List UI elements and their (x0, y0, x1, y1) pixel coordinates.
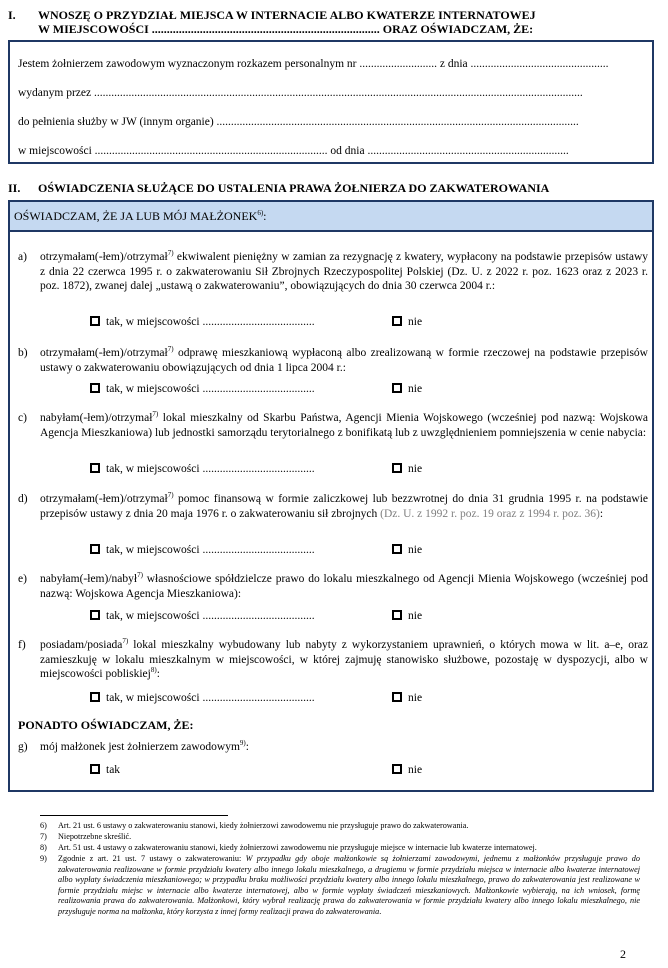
option-d-yes[interactable] (90, 544, 315, 556)
item-text-gray-citation: (Dz. U. z 1992 r. poz. 19 oraz z 1994 r. poz. 36) (380, 507, 600, 520)
item-letter: g) (18, 741, 28, 753)
option-yes-label: tak, w miejscowości ....................................... (106, 692, 315, 704)
item-text (40, 346, 648, 375)
footnote-ref: 9) (239, 739, 246, 748)
checkbox-icon[interactable] (392, 383, 402, 393)
personnel-order-box (8, 40, 654, 164)
checkbox-icon[interactable] (90, 764, 100, 774)
footnote-text: Art. 51 ust. 4 ustawy o zakwaterowaniu stanowi, kiedy żołnierzowi zawodowemu nie przysługuje miejsce w internacie lub kwaterze internatowej. (58, 843, 537, 852)
item-text-post: : (599, 507, 604, 520)
item-text-pre: otrzymałam(-łem)/otrzymał (40, 251, 168, 263)
option-a-no[interactable] (392, 316, 422, 328)
footnote-text: Niepotrzebne skreślić. (58, 832, 132, 841)
option-e-no[interactable] (392, 610, 422, 622)
item-text-pre: otrzymałam(-łem)/otrzymał (40, 493, 168, 505)
footnote-ref: 8) (150, 666, 157, 675)
item-text-main: pomoc finansową w formie zaliczkowej lub bezzwrotnej do dnia 31 grudnia 1995 r. na podstawie przepisów ustawy z dnia 20 maja 1976 r. o zakwaterowaniu sił zbrojnych (40, 493, 648, 520)
checkbox-icon[interactable] (90, 316, 100, 326)
item-text-pre: posiadam/posiada (40, 639, 123, 651)
item-letter: d) (18, 493, 28, 505)
item-text-main: odprawę mieszkaniową wypłaconą albo zrealizowaną w formie rzeczowej na podstawie przepisów ustawy o zakwaterowaniu obowiązujących od dnia 1 lipca 2004 r.: (40, 347, 648, 374)
option-e-yes[interactable] (90, 610, 315, 622)
option-b-no[interactable] (392, 383, 422, 395)
option-yes-label: tak, w miejscowości ....................................... (106, 463, 315, 475)
item-text (40, 638, 648, 682)
footnote-text-post: . (379, 906, 382, 916)
item-text-main: mój małżonek jest żołnierzem zawodowym (40, 741, 240, 753)
footnote-ref: 7) (167, 491, 174, 500)
option-g-yes[interactable] (90, 764, 120, 776)
option-yes-label: tak, w miejscowości ....................................... (106, 610, 315, 622)
checkbox-icon[interactable] (392, 692, 402, 702)
item-letter: a) (18, 251, 27, 263)
checkbox-icon[interactable] (392, 463, 402, 473)
page-number: 2 (620, 947, 626, 961)
option-no-label: nie (408, 610, 423, 622)
option-no-label: nie (408, 463, 423, 475)
option-f-yes[interactable] (90, 692, 315, 704)
item-text-post: : (245, 741, 249, 753)
option-no-label: nie (408, 764, 423, 776)
option-c-yes[interactable] (90, 463, 315, 475)
checkbox-icon[interactable] (392, 610, 402, 620)
section-2-number: II. (8, 181, 21, 195)
additional-declarations-heading: PONADTO OŚWIADCZAM, ŻE: (18, 718, 194, 732)
section-2-title: OŚWIADCZENIA SŁUŻĄCE DO USTALENIA PRAWA ŻOŁNIERZA DO ZAKWATEROWANIA (38, 181, 550, 195)
option-no-label: nie (408, 692, 423, 704)
option-yes-label: tak, w miejscowości ....................................... (106, 544, 315, 556)
footnote-text: Art. 21 ust. 6 ustawy o zakwaterowaniu stanowi, kiedy żołnierzowi zawodowemu nie przysługuje prawo do zakwaterowania. (58, 821, 469, 830)
footnote-mark: 7) (40, 832, 47, 841)
option-yes-label: tak (106, 764, 121, 776)
item-letter: f) (18, 639, 26, 651)
footnote-mark: 6) (40, 821, 47, 830)
item-text (40, 572, 648, 601)
item-text (40, 492, 648, 521)
footnote-divider (40, 815, 228, 816)
declarations-header: OŚWIADCZAM, ŻE JA LUB MÓJ MAŁŻONEK$^{6)}$: (10, 202, 652, 232)
footnote-ref: 7) (137, 571, 143, 580)
issued-by-field[interactable]: wydanym przez .......................................................................................................................................................................... (18, 87, 583, 99)
option-yes-label: tak, w miejscowości ....................................... (106, 316, 315, 328)
checkbox-icon[interactable] (392, 764, 402, 774)
option-no-label: nie (408, 544, 423, 556)
item-letter: c) (18, 412, 27, 424)
checkbox-icon[interactable] (90, 383, 100, 393)
order-number-field[interactable]: Jestem żołnierzem zawodowym wyznaczonym rozkazem personalnym nr ........................... z dnia ................................................ (18, 58, 609, 70)
declarations-header-text: OŚWIADCZAM, ŻE JA LUB MÓJ MAŁŻONEK (14, 209, 258, 223)
checkbox-icon[interactable] (90, 544, 100, 554)
checkbox-icon[interactable] (392, 544, 402, 554)
option-no-label: nie (408, 383, 423, 395)
section-1-number: I. (8, 8, 16, 22)
footnote-ref: 7) (167, 249, 174, 258)
declarations-header-footnote-ref: 6) (257, 209, 264, 217)
locality-date-field[interactable]: w miejscowości ................................................................................. od dnia ...................................................................... (18, 145, 569, 157)
checkbox-icon[interactable] (90, 610, 100, 620)
option-d-no[interactable] (392, 544, 422, 556)
item-text-pre: otrzymałam(-łem)/otrzymał (40, 347, 168, 359)
item-text (40, 411, 648, 440)
footnote-ref: 7) (167, 345, 174, 354)
item-text (40, 740, 648, 755)
section-1-title-line2: W MIEJSCOWOŚCI ............................................................................ ORAZ OŚWIADCZAM, ŻE: (38, 22, 534, 36)
footnote-text (58, 854, 640, 917)
item-letter: b) (18, 347, 28, 359)
item-text-main: ekwiwalent pieniężny w zamian za rezygnację z kwatery, wypłacony na podstawie przepisów ustawy z dnia 22 czerwca 1995 r. o zakwaterowaniu Sił Zbrojnych Rzeczypospolitej Polskiej (Dz. U. z 2022 r. poz. 1623 oraz z 2023 r. poz. 1872), zwanej dalej „ustawą o zakwaterowaniu”, obowiązujących do dnia 30 czerwca 2004 r.: (40, 251, 648, 292)
option-b-yes[interactable] (90, 383, 315, 395)
option-a-yes[interactable] (90, 316, 315, 328)
item-text-main: własnościowe spółdzielcze prawo do lokalu mieszkalnego od Agencji Mienia Wojskowego (wcześniej pod nazwą: Wojskowa Agencja Mieszkaniowa): (40, 573, 648, 600)
footnote-mark: 9) (40, 854, 47, 863)
checkbox-icon[interactable] (90, 692, 100, 702)
option-yes-label: tak, w miejscowości ....................................... (106, 383, 315, 395)
section-1-title-line1: WNOSZĘ O PRZYDZIAŁ MIEJSCA W INTERNACIE ALBO KWATERZE INTERNATOWEJ (38, 8, 536, 22)
checkbox-icon[interactable] (90, 463, 100, 473)
item-text-main: lokal mieszkalny od Skarbu Państwa, Agencji Mienia Wojskowego (wcześniej pod nazwą: Wojskowa Agencja Mieszkaniowa) lub jednostki samorządu terytorialnego z bonifikatą lub z uwzględnieniem pomniejszenia w cenie nabycia: (40, 412, 648, 439)
footnote-ref: 7) (152, 410, 159, 419)
item-text-main: lokal mieszkalny wybudowany lub nabyty z wykorzystaniem uprawnień, o których mowa w lit. a–e, oraz zamieszkuję w lokalu mieszkalnym w miejscowości, w której zajmuję stanowisko służbowe, pozostaję w dyspozycji, albo w miejscowości pobliskiej (40, 639, 648, 680)
footnote-quote: W przypadku gdy oboje małżonkowie są żołnierzami zawodowymi, jednemu z małżonków przysługuje prawo do zakwaterowania realizowane w formie przydziału kwatery albo innego lokalu mieszkalnego, a drugiemu w formie przydziału miejsca w internacie albo kwaterze internatowej albo wypłaty świadczenia mieszkaniowego; w przypadku braku możliwości przydziału kwatery albo innego lokalu mieszkalnego, prawo do zakwaterowania jest realizowane w formie przydziału miejsc w internacie albo kwaterze internatowej, albo w formie wypłaty świadczeń mieszkaniowych. Małżonkowie wybierają, na ich wniosek, formę realizowania prawa do zakwaterowania. Małżonkowi, który wybrał realizację prawa do zakwaterowania w formie przydziału kwatery albo innego lokalu mieszkalnego, nie przysługuje norma na małżonka, który korzysta z innej formy realizacji prawa do zakwaterowania (58, 854, 640, 916)
item-text-post: : (156, 668, 160, 680)
item-text (40, 250, 648, 294)
checkbox-icon[interactable] (392, 316, 402, 326)
item-letter: e) (18, 573, 27, 585)
footnote-text-pre: Zgodnie z art. 21 ust. 7 ustawy o zakwaterowaniu: (58, 854, 246, 863)
item-text-pre: nabyłam(-łem)/otrzymał (40, 412, 153, 424)
option-g-no[interactable] (392, 764, 422, 776)
item-text-pre: nabyłam(-łem)/nabył (40, 573, 138, 585)
service-unit-field[interactable]: do pełnienia służby w JW (innym organie) .............................................................................................................................. (18, 116, 579, 128)
option-no-label: nie (408, 316, 423, 328)
footnote-mark: 8) (40, 843, 47, 852)
option-f-no[interactable] (392, 692, 422, 704)
footnote-ref: 7) (122, 637, 129, 646)
declarations-box (8, 200, 654, 792)
option-c-no[interactable] (392, 463, 422, 475)
